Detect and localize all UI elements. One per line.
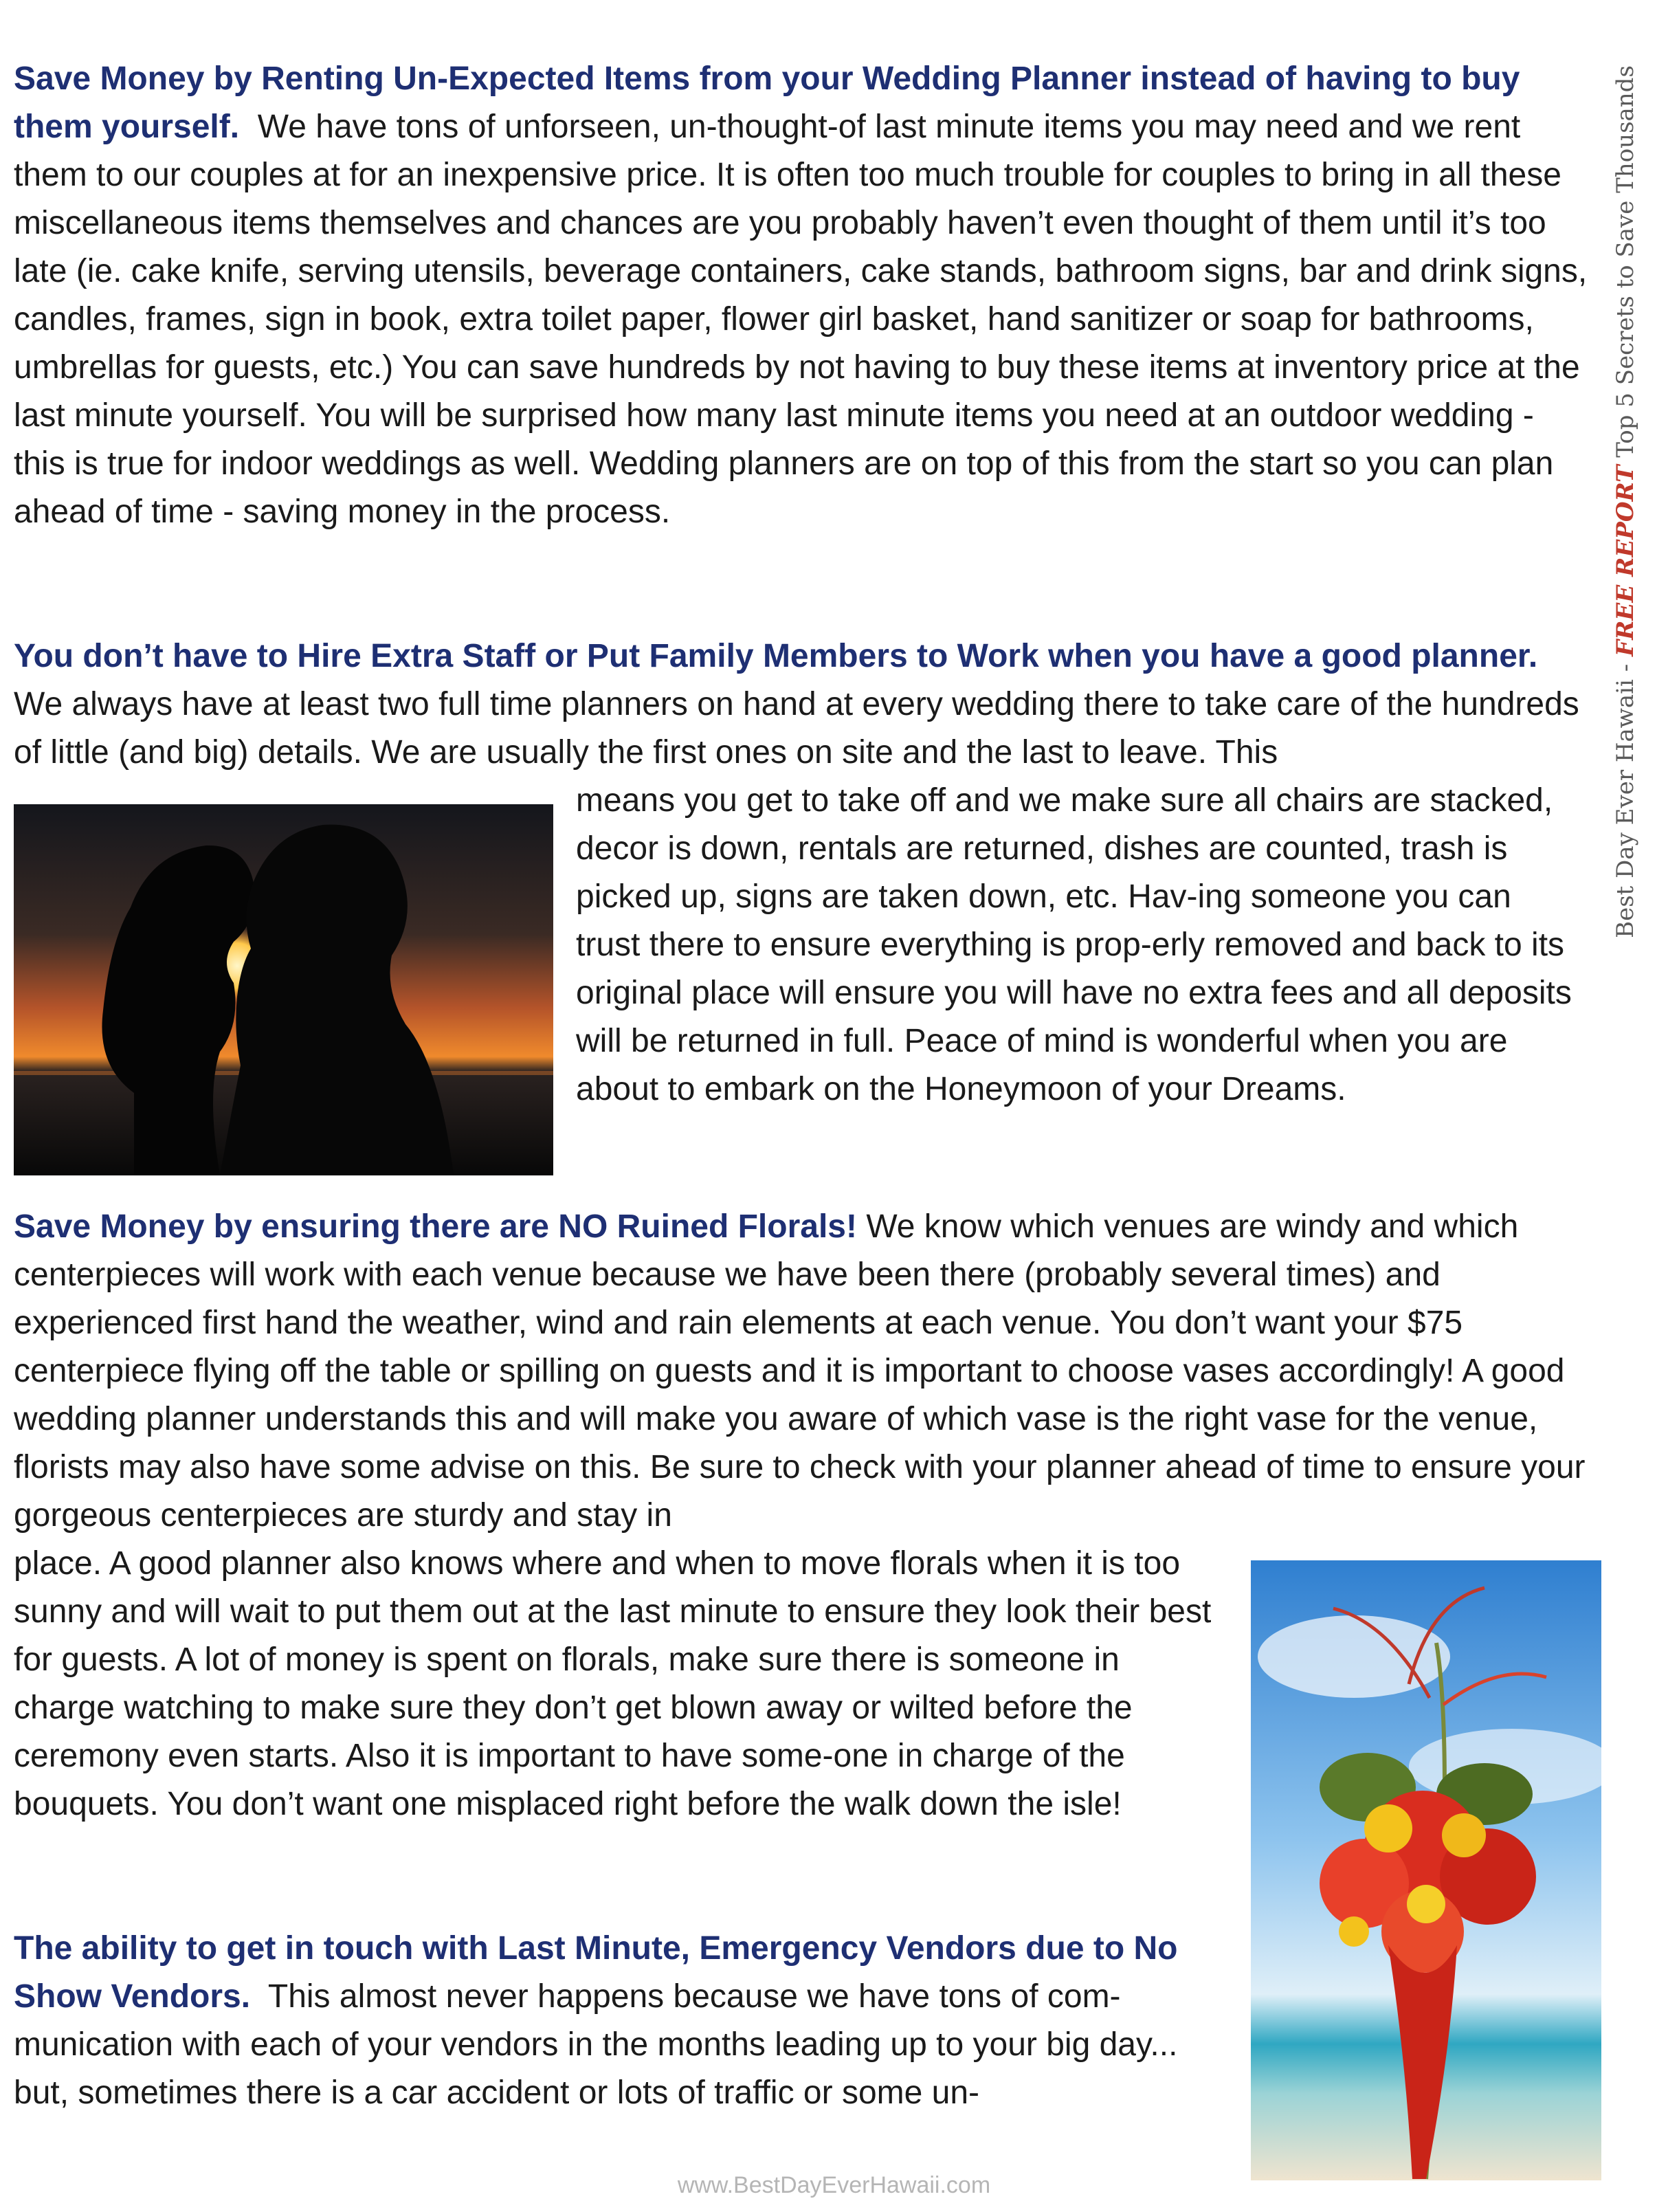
- heading-staff: You don’t have to Hire Extra Staff or Put Family Members to Work when you have a good planner.: [14, 638, 1538, 674]
- heading-vendors: The ability to get in touch with Last Minute, Emergency Vendors due to No Show Vendors.: [14, 1930, 1178, 2015]
- heading-renting: Save Money by Renting Un-Expected Items from your Wedding Planner instead of having to buy them yourself.: [14, 60, 1520, 145]
- paragraph-renting: [14, 55, 1588, 536]
- sidebar-free-report: FREE REPORT: [1612, 465, 1639, 656]
- body-renting: We have tons of unforseen, un-thought-of last minute items you may need and we rent them to our couples at for an inexpensive price. It is often too much trouble for couples to bring in all these miscellaneous items themselves and chances are you probably haven’t even thought of them until it’s too late (ie. cake knife, serving utensils, beverage containers, cake stands, bathroom signs, bar and drink signs, candles, frames, sign in book, extra toilet paper, flower girl basket, hand sanitizer or soap for bathrooms, umbrellas for guests, etc.) You can save hundreds by not having to buy these items at inventory price at the last minute yourself. You will be surprised how many last minute items you need at an outdoor wedding - this is true for indoor weddings as well. Wedding planners are on top of this from the start so you can plan ahead of time - saving money in the process.: [14, 109, 1588, 530]
- body-staff-top: We always have at least two full time planners on hand at every wedding there to take care of the hundreds of little (and big) details. We are usually the first ones on site and the last to leave. This: [14, 686, 1579, 771]
- body-florals-wrap: place. A good planner also knows where and when to move florals when it is too sunny and will wait to put them out at the last minute to ensure they look their best for guests. A lot of money is spent on florals, make sure there is someone in charge watching to make sure they don’t get blown away or wilted before the ceremony even starts. Also it is important to have some-one in charge of the bouquets. You don’t want one misplaced right before the walk down the isle!: [14, 1545, 1212, 1822]
- body-florals-top: We know which venues are windy and which centerpieces will work with each venue because we have been there (probably several times) and experienced first hand the weather, wind and rain elements at each venue. You don’t want your $75 centerpiece flying off the table or spilling on guests and it is important to choose vases accordingly! A good wedding planner understands this and will make you aware of which vase is the right vase for the venue, florists may also have some advise on this. Be sure to check with your planner ahead of time to ensure your gorgeous centerpieces are sturdy and stay in: [14, 1208, 1586, 1534]
- paragraph-florals: [14, 1203, 1588, 1540]
- sunset-couple-photo: [14, 804, 553, 1175]
- sidebar-report-title: [1603, 41, 1648, 962]
- body-vendors: This almost never happens because we have tons of com-munication with each of your vendors in the months leading up to your big day... but, sometimes there is a car accident or lots of traffic or some un-: [14, 1978, 1178, 2111]
- floral-bouquet-photo: [1251, 1560, 1601, 2180]
- sidebar-suffix: Top 5 Secrets to Save Thousands: [1612, 65, 1639, 465]
- sidebar-prefix: Best Day Ever Hawaii -: [1612, 656, 1639, 938]
- paragraph-staff: [14, 632, 1588, 777]
- heading-florals: Save Money by ensuring there are NO Ruined Florals!: [14, 1208, 857, 1245]
- footer-url[interactable]: www.BestDayEverHawaii.com: [677, 2172, 991, 2198]
- body-staff-wrap: means you get to take off and we make sure all chairs are stacked, decor is down, rentals are returned, dishes are counted, trash is picked up, signs are taken down, etc. Hav-ing someone you can trust there to ensure everything is prop-erly removed and back to its original place will ensure you will have no extra fees and all deposits will be returned in full. Peace of mind is wonderful when you are about to embark on the Honeymoon of your Dreams.: [576, 782, 1572, 1107]
- paragraph-vendors: [14, 1925, 1213, 2117]
